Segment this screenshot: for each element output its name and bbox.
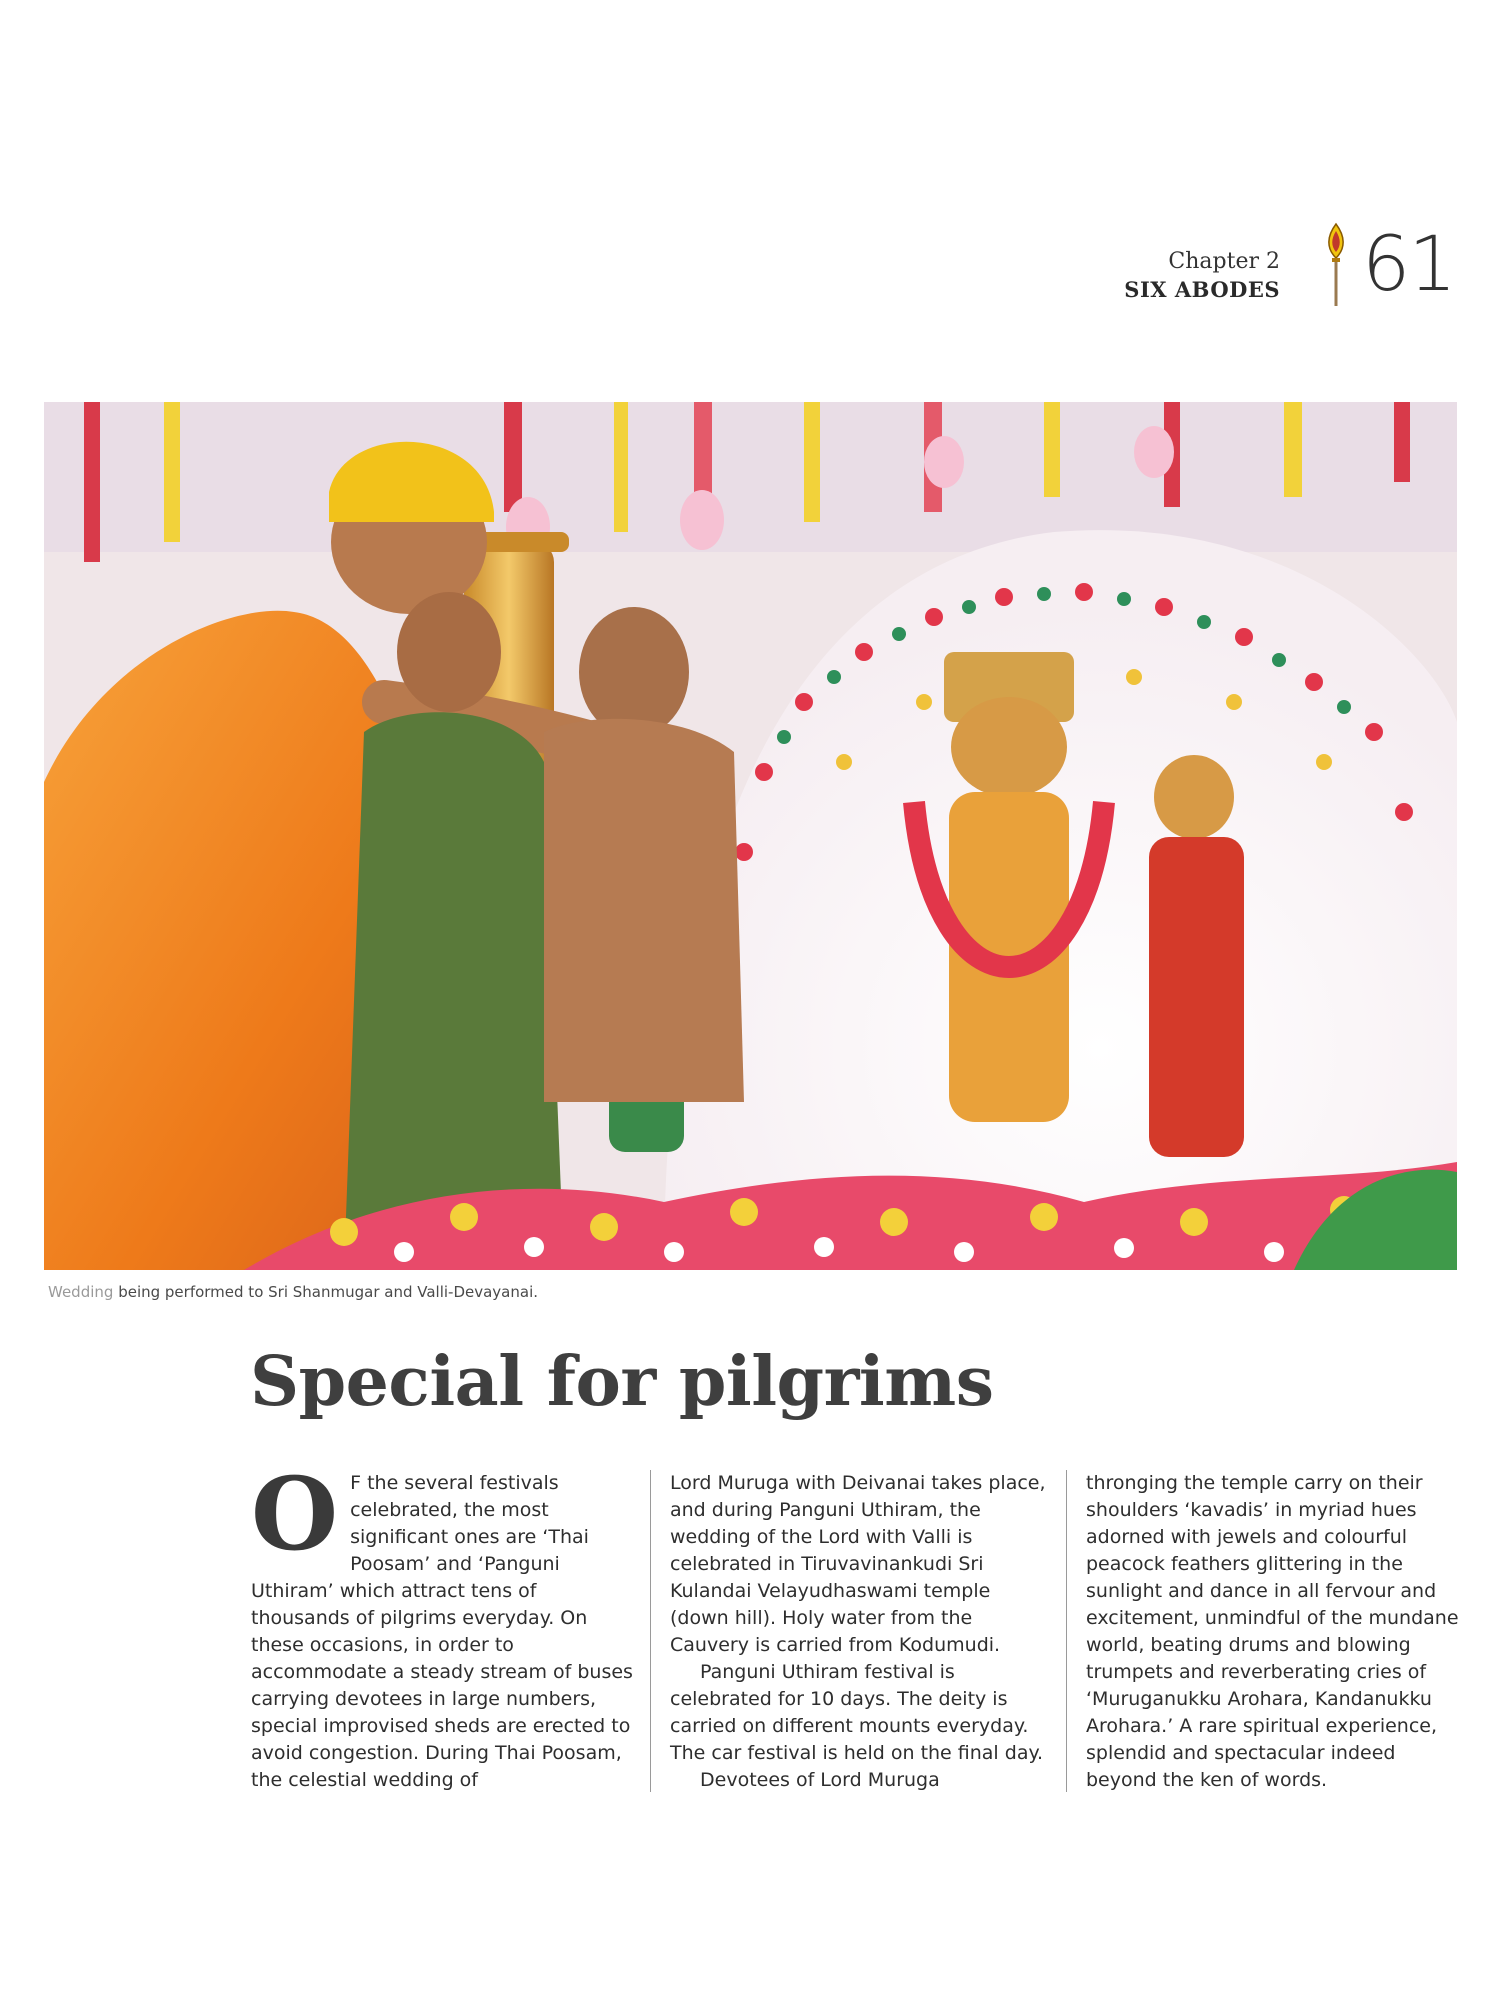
column-2-paragraph: Panguni Uthiram festival is celebrated for 10 days. The deity is carried on different mounts everyday. The car festival is held on the final day. xyxy=(670,1661,1044,1764)
running-head xyxy=(1050,219,1455,312)
section-label: SIX ABODES xyxy=(1124,277,1280,302)
page-number: 61 xyxy=(1362,219,1455,308)
column-2-paragraph: Lord Muruga with Deivanai takes place, and during Panguni Uthiram, the wedding of the Lord with Valli is celebrated in Tiruvavinankudi Sri Kulandai Velayudhaswami temple (down hill). Holy water from the Cauvery is carried from Kodumudi. xyxy=(670,1472,1046,1656)
photo-caption xyxy=(48,1283,538,1301)
vel-spear-icon xyxy=(1321,222,1351,308)
column-2-paragraph: Devotees of Lord Muruga xyxy=(700,1769,940,1791)
article-column-2 xyxy=(670,1470,1050,1794)
chapter-label: Chapter 2 xyxy=(1168,249,1280,274)
article-column-3 xyxy=(1086,1470,1466,1794)
column-rule xyxy=(650,1470,651,1792)
column-3-text: thronging the temple carry on their shoulders ‘kavadis’ in myriad hues adorned with jewels and colourful peacock feathers glittering in the sunlight and dance in all fervour and excitement, unmindful of the mundane world, beating drums and blowing trumpets and reverberating cries of ‘Muruganukku Arohara, Kandanukku Arohara.’ A rare spiritual experience, splendid and spectacular indeed beyond the ken of words. xyxy=(1086,1472,1459,1791)
running-head-text xyxy=(1124,248,1280,304)
column-rule xyxy=(1066,1470,1067,1792)
wedding-photo xyxy=(44,402,1457,1270)
caption-lead: Wedding xyxy=(48,1283,114,1301)
column-1-text: F the several festivals celebrated, the most significant ones are ‘Thai Poosam’ and ‘Panguni Uthiram’ which attract tens of thousands of pilgrims everyday. On these occasions, in order to accommodate a steady stream of buses carrying devotees in large numbers, special improvised sheds are erected to avoid congestion. During Thai Poosam, the celestial wedding of xyxy=(251,1472,633,1791)
article-headline: Special for pilgrims xyxy=(250,1342,994,1422)
article-column-1 xyxy=(251,1455,637,1794)
drop-cap: O xyxy=(251,1455,339,1573)
caption-text: being performed to Sri Shanmugar and Valli-Devayanai. xyxy=(113,1283,538,1301)
